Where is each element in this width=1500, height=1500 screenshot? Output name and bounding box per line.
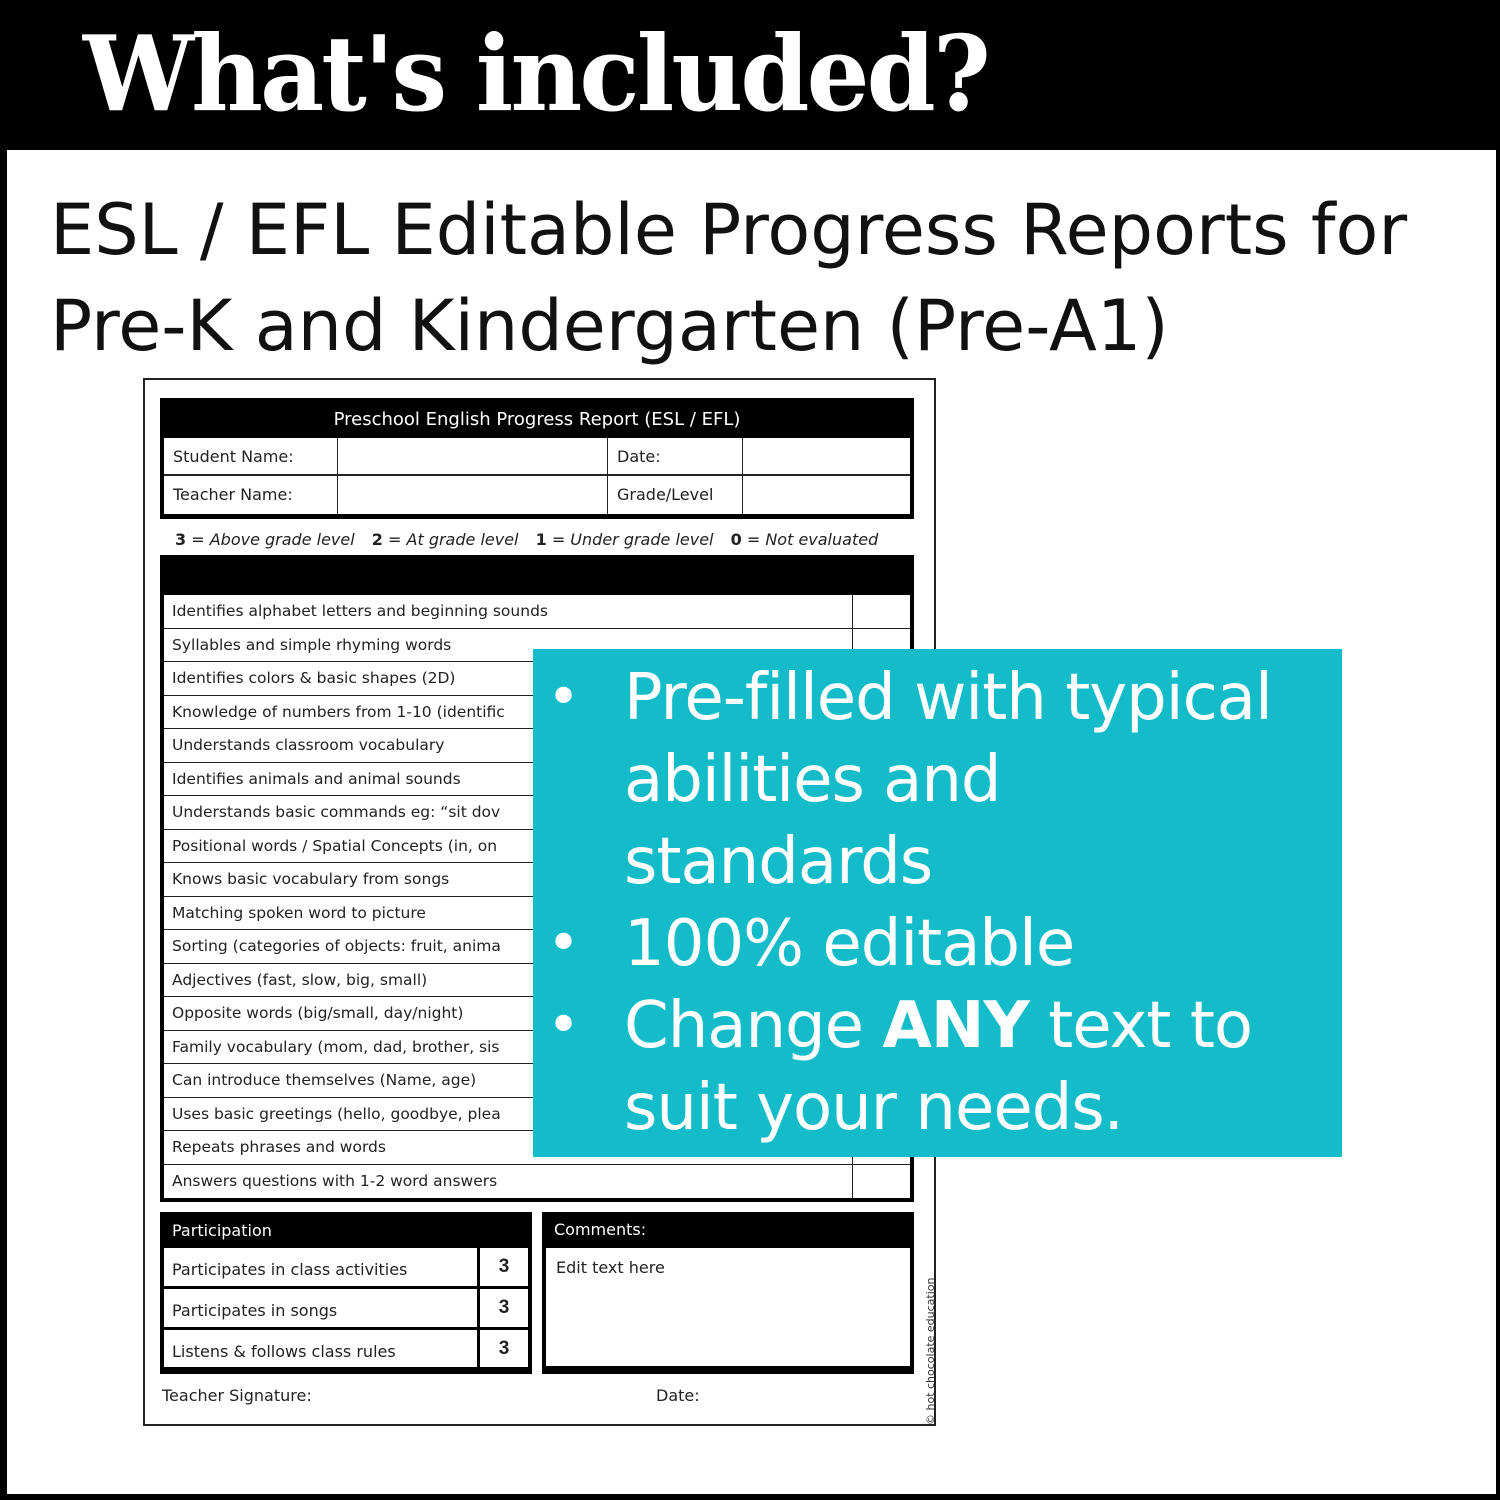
skill-label: Can introduce themselves (Name, age) (172, 1071, 477, 1089)
comments-box (542, 1212, 914, 1374)
teacher-name-label: Teacher Name: (164, 476, 338, 514)
bullet-icon: • (547, 665, 580, 730)
participation-row (164, 1330, 528, 1367)
bullet-text-line: Change ANY text to (624, 989, 1253, 1063)
copyright-text: © hot chocolate education (924, 1277, 937, 1425)
feature-callout (533, 649, 1342, 1157)
comments-text[interactable]: Edit text here (546, 1248, 910, 1366)
legend-item: 0 = Not evaluated (730, 530, 879, 549)
product-subtitle (50, 182, 1407, 374)
skill-label: Understands basic commands eg: “sit dov (172, 803, 501, 821)
bullet-text-line: 100% editable (624, 907, 1075, 981)
skills-table-header (164, 555, 910, 595)
score-legend (175, 526, 905, 554)
legend-item: 1 = Under grade level (535, 530, 714, 549)
skill-label: Identifies colors & basic shapes (2D) (172, 669, 456, 687)
report-title: Preschool English Progress Report (ESL / EFL) (333, 409, 741, 430)
date-field[interactable] (743, 438, 910, 476)
skill-label: Answers questions with 1-2 word answers (172, 1171, 498, 1190)
feature-bullet (533, 985, 1342, 1149)
bullet-text-line: abilities and (624, 743, 1001, 817)
skill-label: Repeats phrases and words (172, 1138, 386, 1156)
bullet-text-line: suit your needs. (624, 1071, 1123, 1145)
emphasis-any: ANY (882, 989, 1029, 1063)
comments-title: Comments: (554, 1220, 647, 1239)
grade-level-field[interactable] (743, 476, 910, 514)
bullet-text-line: Pre-filled with typical (624, 661, 1272, 735)
participation-label: Participates in class activities (164, 1248, 480, 1286)
teacher-signature-label: Teacher Signature: (162, 1386, 312, 1405)
participation-score[interactable]: 3 (498, 1297, 510, 1318)
skill-label: Understands classroom vocabulary (172, 736, 445, 754)
skill-score-cell[interactable] (852, 1165, 910, 1199)
report-header (160, 398, 914, 519)
skill-label: Uses basic greetings (hello, goodbye, plea (172, 1104, 501, 1123)
skill-label: Sorting (categories of objects: fruit, anima (172, 937, 501, 955)
skill-row (164, 595, 910, 629)
legend-item: 3 = Above grade level (175, 530, 355, 549)
participation-title: Participation (172, 1221, 272, 1240)
participation-row (164, 1289, 528, 1327)
skill-label: Adjectives (fast, slow, big, small) (172, 970, 428, 989)
teacher-name-field[interactable] (338, 476, 608, 514)
skill-label: Knowledge of numbers from 1-10 (identific (172, 702, 505, 721)
skill-label: Opposite words (big/small, day/night) (172, 1004, 464, 1022)
feature-bullet (533, 657, 1342, 903)
skill-label: Knows basic vocabulary from songs (172, 870, 450, 888)
date-label: Date: (608, 438, 743, 476)
student-name-field[interactable] (338, 438, 608, 476)
subtitle-line-1: ESL / EFL Editable Progress Reports for (50, 189, 1408, 271)
signature-date-label: Date: (656, 1386, 700, 1405)
bullet-icon: • (547, 911, 580, 976)
student-name-label: Student Name: (164, 438, 338, 476)
skill-label: Matching spoken word to picture (172, 903, 426, 922)
title-banner (7, 0, 1496, 150)
skill-row (164, 1165, 910, 1199)
skill-label: Identifies animals and animal sounds (172, 769, 461, 788)
participation-label: Listens & follows class rules (164, 1330, 480, 1367)
skill-label: Family vocabulary (mom, dad, brother, sis (172, 1037, 500, 1056)
skill-label: Syllables and simple rhyming words (172, 635, 452, 654)
feature-bullet (533, 903, 1342, 985)
legend-item: 2 = At grade level (371, 530, 519, 549)
bullet-icon: • (547, 993, 580, 1058)
participation-label: Participates in songs (164, 1289, 480, 1327)
participation-score[interactable]: 3 (498, 1338, 510, 1359)
skill-label: Identifies alphabet letters and beginning sounds (172, 602, 548, 620)
participation-row (164, 1248, 528, 1286)
participation-table (160, 1212, 532, 1374)
student-info-table (164, 438, 910, 514)
skill-label: Positional words / Spatial Concepts (in, on (172, 836, 498, 855)
skill-score-cell[interactable] (852, 595, 910, 628)
banner-title: What's included? (83, 12, 988, 135)
subtitle-line-2: Pre-K and Kindergarten (Pre-A1) (50, 285, 1169, 367)
grade-level-label: Grade/Level (608, 476, 743, 514)
participation-score[interactable]: 3 (498, 1256, 510, 1277)
bullet-text-line: standards (624, 825, 933, 899)
